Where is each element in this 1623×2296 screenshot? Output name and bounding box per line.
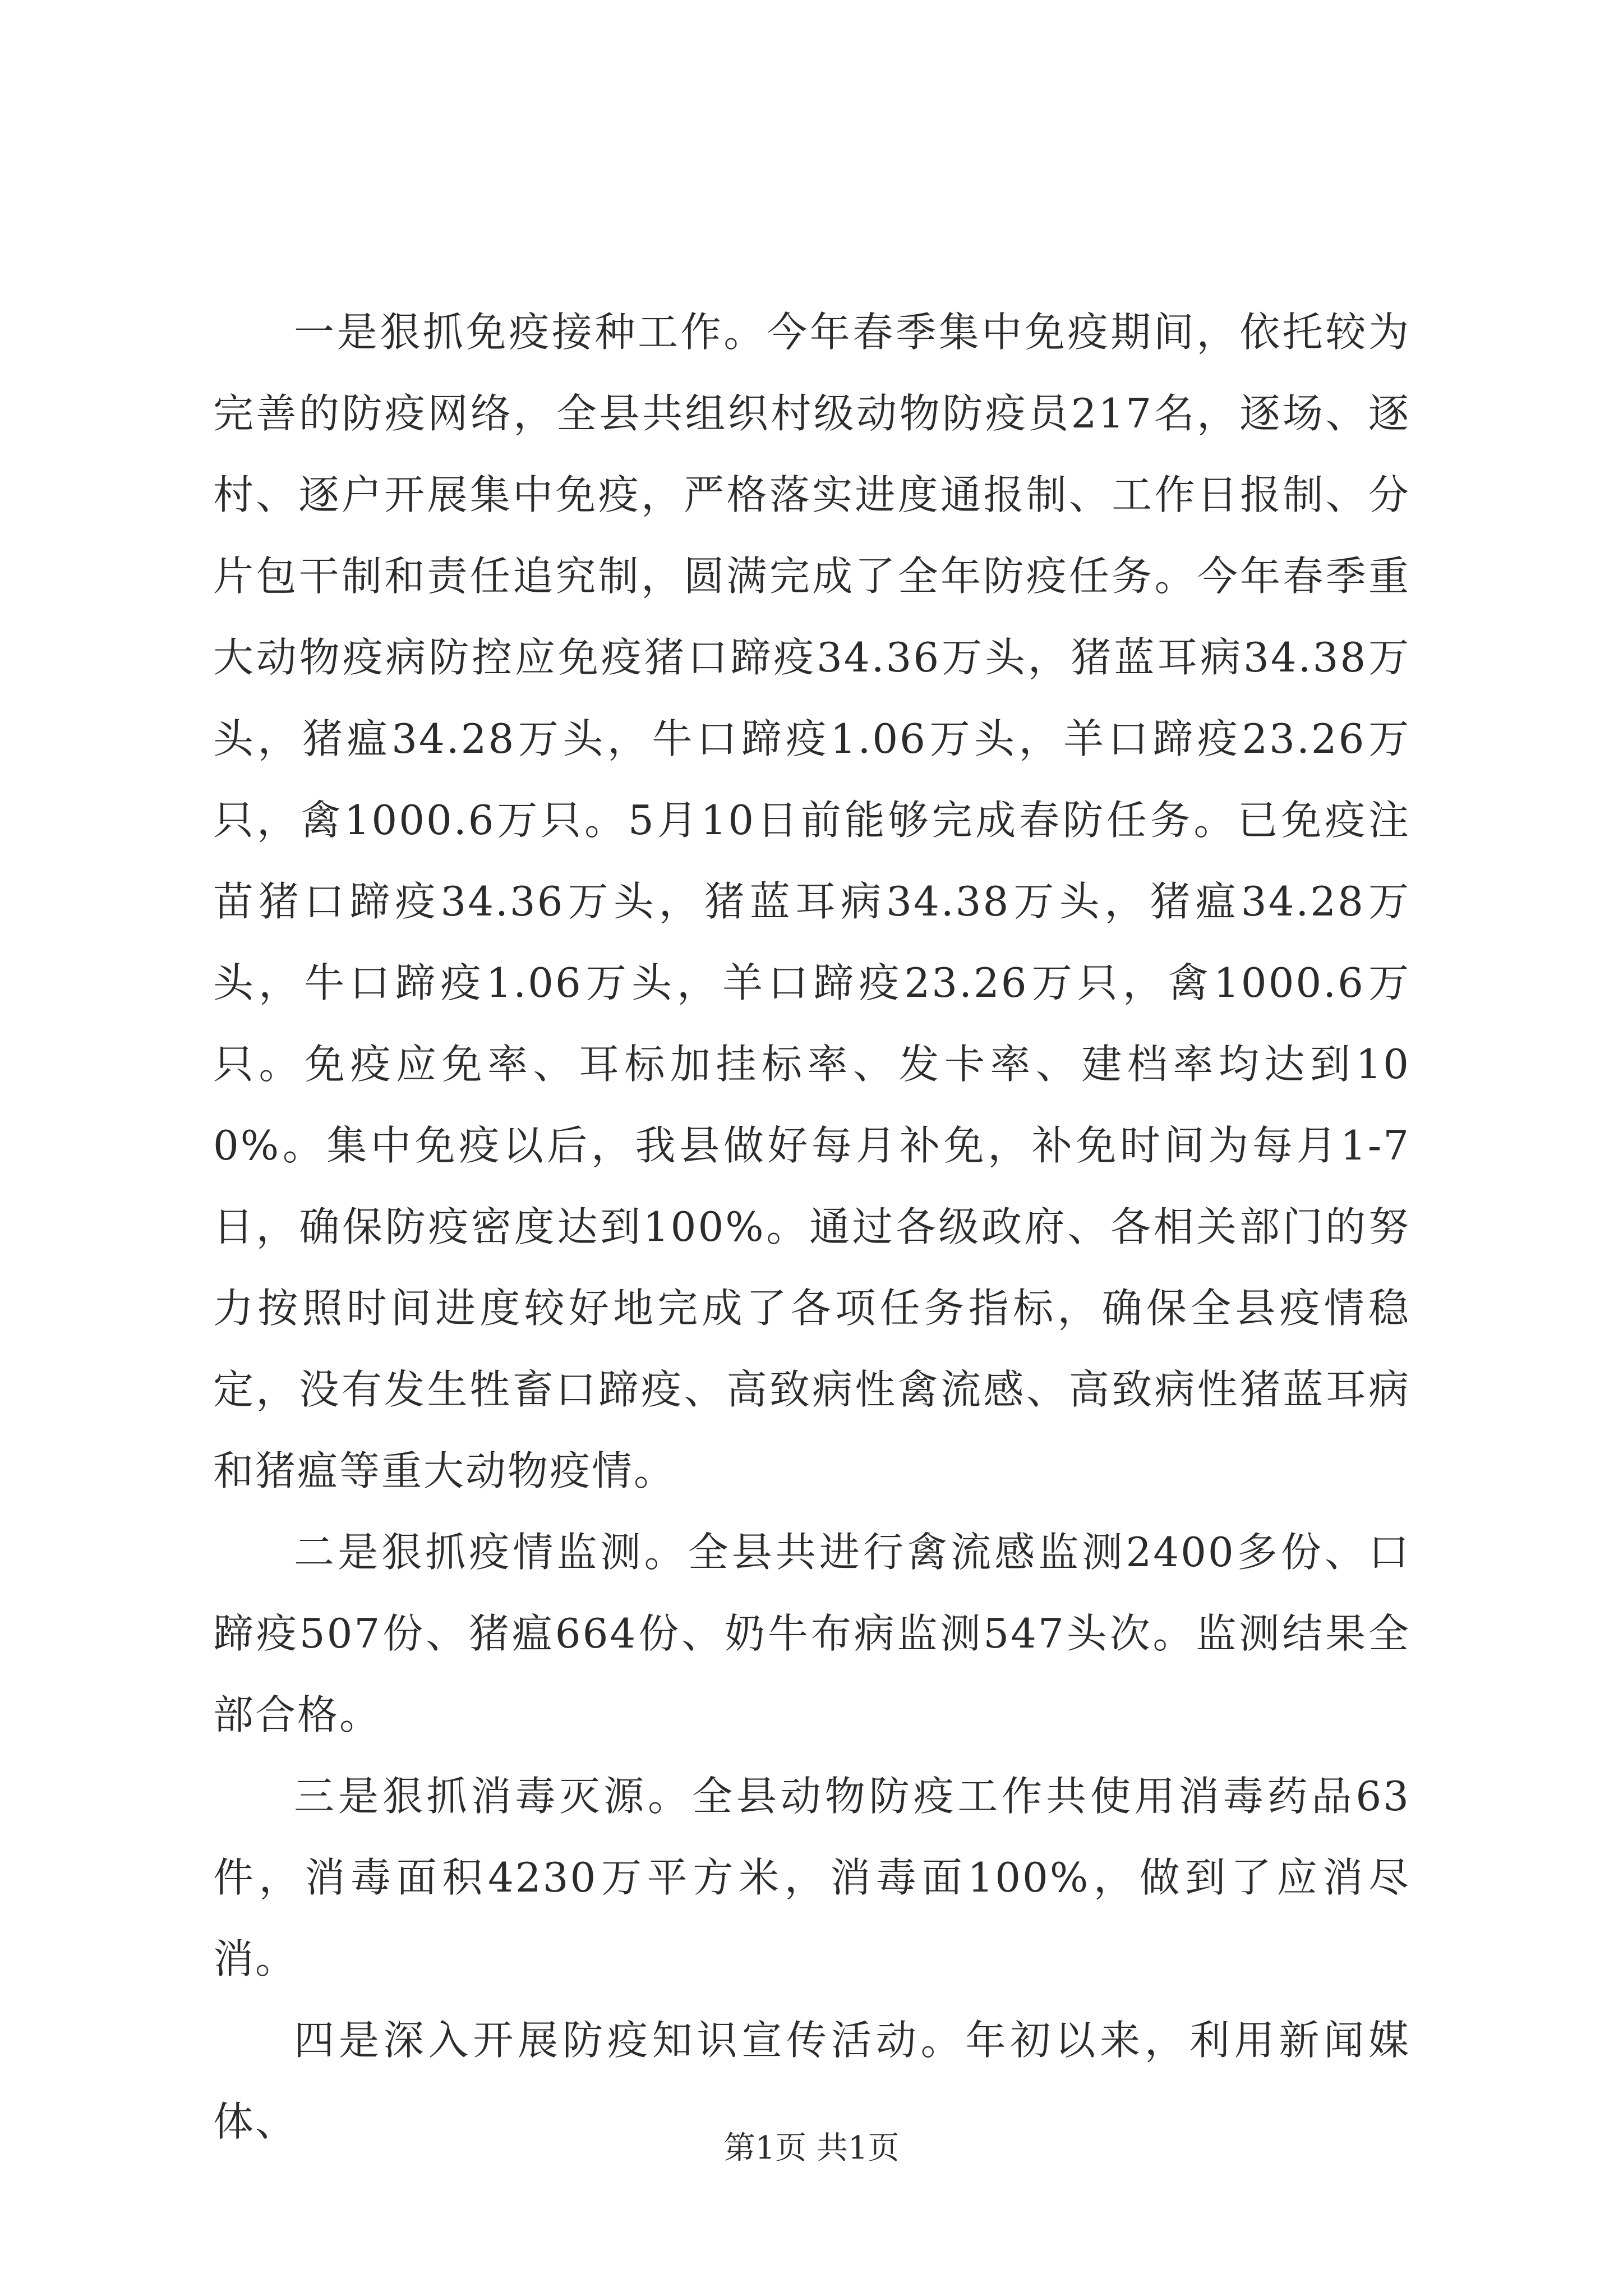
paragraph-disinfection: 三是狠抓消毒灭源。全县动物防疫工作共使用消毒药品63件，消毒面积4230万平方米，消毒面100%，做到了应消尽消。 xyxy=(213,1773,1410,1982)
paragraph-immunization: 一是狠抓免疫接种工作。今年春季集中免疫期间，依托较为完善的防疫网络，全县共组织村级动物防疫员217名，逐场、逐村、逐户开展集中免疫，严格落实进度通报制、工作日报制、分片包干制和责任追究制，圆满完成了全年防疫任务。今年春季重大动物疫病防控应免疫猪口蹄疫34.36万头，猪蓝耳病34.38万头，猪瘟34.28万头，牛口蹄疫1.06万头，羊口蹄疫23.26万只，禽1000.6万只。5月10日前能够完成春防任务。已免疫注苗猪口蹄疫34.36万头，猪蓝耳病34.38万头，猪瘟34.28万头，牛口蹄疫1.06万头，羊口蹄疫23.26万只，禽1000.6万只。免疫应免率、耳标加挂标率、发卡率、建档率均达到100%。集中免疫以后，我县做好每月补免，补免时间为每月1-7日，确保防疫密度达到100%。通过各级政府、各相关部门的努力按照时间进度较好地完成了各项任务指标，确保全县疫情稳定，没有发生牲畜口蹄疫、高致病性禽流感、高致病性猪蓝耳病和猪瘟等重大动物疫情。 xyxy=(213,309,1410,1494)
paragraph-publicity: 四是深入开展防疫知识宣传活动。年初以来，利用新闻媒体、 xyxy=(213,2017,1410,2145)
document-body xyxy=(213,292,1410,2162)
page-footer: 第1页 共1页 xyxy=(723,2130,900,2166)
paragraph-monitoring: 二是狠抓疫情监测。全县共进行禽流感监测2400多份、口蹄疫507份、猪瘟664份、奶牛布病监测547头次。监测结果全部合格。 xyxy=(213,1529,1410,1738)
